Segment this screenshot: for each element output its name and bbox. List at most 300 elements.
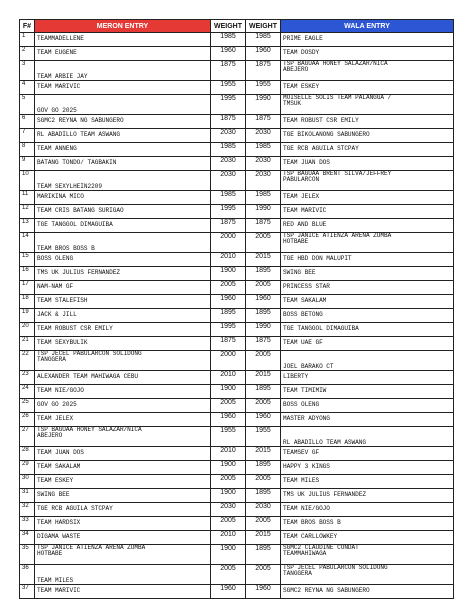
meron-entry-line: SWING BEE (37, 491, 70, 499)
wala-entry-line: TSP BAGUAA BRENT SILVA/JEFFREY (283, 170, 392, 177)
meron-entry (35, 427, 211, 447)
meron-entry (35, 489, 211, 503)
meron-entry-line: TANGGERA (37, 356, 66, 364)
fight-number: 5 (20, 95, 35, 115)
wala-entry-line: RED AND BLUE (283, 221, 327, 229)
table-row (20, 205, 454, 219)
table-row (20, 461, 454, 475)
meron-weight: 2030 (211, 129, 246, 143)
wala-entry (281, 205, 454, 219)
meron-entry-line: TEAM SEXYLHEIN2209 (37, 182, 102, 190)
fight-number: 26 (20, 413, 35, 427)
meron-entry-line: TEAMMADELLENE (37, 35, 84, 43)
wala-weight: 2005 (246, 517, 281, 531)
table-row (20, 295, 454, 309)
table-row (20, 585, 454, 599)
fight-number: 34 (20, 531, 35, 545)
meron-weight: 1875 (211, 337, 246, 351)
wala-entry-line: TEAMSEV GF (283, 449, 320, 457)
meron-entry (35, 585, 211, 599)
wala-weight: 1985 (246, 191, 281, 205)
meron-weight: 2005 (211, 281, 246, 295)
wala-entry-line: JOEL BARAKO CT (283, 362, 334, 370)
table-row (20, 517, 454, 531)
meron-entry (35, 337, 211, 351)
wala-weight: 1985 (246, 33, 281, 47)
wala-entry-line: TEAM UAE GF (283, 339, 323, 347)
fight-number: 1 (20, 33, 35, 47)
wala-entry (281, 517, 454, 531)
wala-entry-line: TEAM TIMIMIW (283, 387, 327, 395)
wala-entry-line: HOTBABE (283, 238, 309, 246)
meron-weight: 2000 (211, 233, 246, 253)
table-row (20, 157, 454, 171)
wala-weight: 1990 (246, 95, 281, 115)
meron-weight: 2005 (211, 517, 246, 531)
meron-entry-line: SGMC2 REYNA NG SABUNGERO (37, 117, 124, 125)
wala-entry-line: TEAM JELEX (283, 193, 320, 201)
meron-entry-line: TEAM HARDSIX (37, 519, 81, 527)
meron-entry-line: TSP JANICE ATIENZA ARENA ZUMBA (37, 544, 146, 551)
wala-entry (281, 233, 454, 253)
meron-entry-line: NAM-NAM GF (37, 283, 74, 291)
fight-number: 29 (20, 461, 35, 475)
wala-entry (281, 61, 454, 81)
meron-entry (35, 157, 211, 171)
header-meron-entry: MERON ENTRY (35, 20, 211, 33)
wala-entry-line: TSP JANICE ATIENZA ARENA ZUMBA (283, 232, 392, 239)
wala-weight: 2015 (246, 253, 281, 267)
wala-weight: 1895 (246, 309, 281, 323)
meron-weight: 2030 (211, 157, 246, 171)
fight-number: 23 (20, 371, 35, 385)
fight-number: 31 (20, 489, 35, 503)
wala-entry (281, 475, 454, 489)
wala-weight: 1955 (246, 427, 281, 447)
table-row (20, 475, 454, 489)
meron-entry (35, 61, 211, 81)
wala-entry-line: TEAM JUAN DOS (283, 159, 330, 167)
wala-weight: 2015 (246, 447, 281, 461)
wala-entry-line: TANGGERA (283, 570, 312, 578)
header-row (20, 20, 454, 33)
table-row (20, 489, 454, 503)
fight-number: 8 (20, 143, 35, 157)
wala-entry-line: PRIME EAGLE (283, 35, 323, 43)
wala-entry (281, 171, 454, 191)
wala-entry-line: HAPPY 3 KINGS (283, 463, 330, 471)
fight-number: 37 (20, 585, 35, 599)
wala-weight: 1960 (246, 47, 281, 61)
meron-entry (35, 191, 211, 205)
fight-table (19, 19, 454, 599)
wala-entry (281, 191, 454, 205)
wala-weight: 1875 (246, 61, 281, 81)
meron-entry (35, 233, 211, 253)
wala-entry (281, 267, 454, 281)
meron-entry (35, 129, 211, 143)
meron-entry (35, 461, 211, 475)
fight-number: 21 (20, 337, 35, 351)
wala-entry-line: TEAM CARLLOWKEY (283, 533, 338, 541)
fight-number: 12 (20, 205, 35, 219)
wala-entry (281, 545, 454, 565)
wala-weight: 2030 (246, 157, 281, 171)
wala-entry-line: SGMC2 CLAUDINE CONDAT (283, 544, 359, 551)
table-row (20, 385, 454, 399)
table-row (20, 565, 454, 585)
wala-entry-line: TEAMMAHIWAGA (283, 550, 327, 558)
meron-weight: 2005 (211, 475, 246, 489)
meron-weight: 2010 (211, 531, 246, 545)
wala-entry (281, 157, 454, 171)
meron-entry (35, 309, 211, 323)
wala-entry-line: TGE HBD DON MALUPIT (283, 255, 352, 263)
fight-number: 32 (20, 503, 35, 517)
wala-entry (281, 309, 454, 323)
meron-entry (35, 295, 211, 309)
meron-weight: 1900 (211, 267, 246, 281)
meron-entry (35, 205, 211, 219)
wala-entry (281, 385, 454, 399)
table-row (20, 371, 454, 385)
wala-weight: 1985 (246, 143, 281, 157)
fight-number: 15 (20, 253, 35, 267)
meron-weight: 1900 (211, 545, 246, 565)
wala-entry-line: MASTER ADYONG (283, 415, 330, 423)
meron-weight: 1875 (211, 219, 246, 233)
wala-weight: 1895 (246, 461, 281, 475)
meron-weight: 2010 (211, 447, 246, 461)
meron-weight: 1985 (211, 143, 246, 157)
meron-entry-line: TEAM ARBIE JAY (37, 72, 88, 80)
table-row (20, 143, 454, 157)
wala-entry (281, 295, 454, 309)
fight-number: 28 (20, 447, 35, 461)
meron-entry (35, 267, 211, 281)
meron-entry (35, 95, 211, 115)
wala-weight: 2015 (246, 371, 281, 385)
meron-entry (35, 475, 211, 489)
meron-entry-line: HOTBABE (37, 550, 63, 558)
meron-entry (35, 531, 211, 545)
table-row (20, 129, 454, 143)
meron-entry-line: TEAM CRIS BATANG SURIGAO (37, 207, 124, 215)
meron-entry (35, 565, 211, 585)
meron-entry-line: ALEXANDER TEAM MAHIWAGA CEBU (37, 373, 138, 381)
meron-weight: 1960 (211, 413, 246, 427)
wala-entry-line: TEAM BROS BOSS B (283, 519, 341, 527)
meron-entry-line: JACK & JILL (37, 311, 77, 319)
wala-weight: 2030 (246, 129, 281, 143)
meron-entry-line: TGE TANGGOL DIMAGUIBA (37, 221, 113, 229)
meron-weight: 2005 (211, 399, 246, 413)
meron-entry-line: TEAM EUGENE (37, 49, 77, 57)
wala-entry-line: TEAM MILES (283, 477, 320, 485)
table-row (20, 323, 454, 337)
wala-weight: 2005 (246, 399, 281, 413)
table-row (20, 233, 454, 253)
meron-weight: 2000 (211, 351, 246, 371)
meron-entry (35, 115, 211, 129)
meron-weight: 1900 (211, 385, 246, 399)
meron-weight: 1985 (211, 33, 246, 47)
meron-entry-line: TEAM SEXYBULIK (37, 339, 88, 347)
fight-number: 22 (20, 351, 35, 371)
wala-weight: 2015 (246, 531, 281, 545)
meron-weight: 2030 (211, 503, 246, 517)
wala-entry-line: TEAM NIE/GOJO (283, 505, 330, 513)
fight-number: 3 (20, 61, 35, 81)
meron-weight: 1955 (211, 427, 246, 447)
wala-entry (281, 33, 454, 47)
wala-entry (281, 427, 454, 447)
wala-entry-line: TSP BAGUAA HONEY SALAZAR/NICA (283, 60, 388, 67)
wala-weight: 2030 (246, 171, 281, 191)
wala-weight: 1875 (246, 219, 281, 233)
fight-number: 27 (20, 427, 35, 447)
wala-weight: 1960 (246, 295, 281, 309)
wala-entry-line: ABEJERO (283, 66, 309, 74)
wala-entry (281, 143, 454, 157)
meron-entry-line: BOSS OLENG (37, 255, 74, 263)
wala-entry (281, 337, 454, 351)
fight-number: 33 (20, 517, 35, 531)
header-meron-weight: WEIGHT (211, 20, 246, 33)
fight-number: 10 (20, 171, 35, 191)
meron-weight: 1995 (211, 323, 246, 337)
meron-entry (35, 323, 211, 337)
meron-entry (35, 447, 211, 461)
meron-entry-line: TGE RCB AGUILA STCPAY (37, 505, 113, 513)
meron-weight: 2010 (211, 371, 246, 385)
meron-entry (35, 413, 211, 427)
wala-entry (281, 281, 454, 295)
meron-weight: 2010 (211, 253, 246, 267)
fight-number: 36 (20, 565, 35, 585)
wala-entry-line: RL ABADILLO TEAM ASWANG (283, 438, 366, 446)
wala-entry (281, 399, 454, 413)
header-wala-entry: WALA ENTRY (281, 20, 454, 33)
meron-entry (35, 371, 211, 385)
wala-entry (281, 115, 454, 129)
meron-entry-line: TEAM MARIVIC (37, 83, 81, 91)
table-row (20, 47, 454, 61)
meron-entry (35, 385, 211, 399)
wala-entry-line: SGMC2 REYNA NG SABUNGERO (283, 587, 370, 595)
table-row (20, 447, 454, 461)
table-row (20, 545, 454, 565)
fight-number: 16 (20, 267, 35, 281)
wala-weight: 1960 (246, 585, 281, 599)
meron-weight: 1960 (211, 47, 246, 61)
meron-weight: 1895 (211, 309, 246, 323)
table-row (20, 503, 454, 517)
wala-weight: 2005 (246, 565, 281, 585)
wala-entry (281, 81, 454, 95)
wala-weight: 1960 (246, 413, 281, 427)
fight-number: 25 (20, 399, 35, 413)
table-row (20, 267, 454, 281)
wala-entry-line: TSP JECEL PABULARCON SOLIDONG (283, 564, 388, 571)
wala-entry (281, 371, 454, 385)
wala-weight: 2005 (246, 233, 281, 253)
fight-number: 18 (20, 295, 35, 309)
wala-entry-line: TGE TANGGOL DIMAGUIBA (283, 325, 359, 333)
fight-list-sheet (19, 19, 453, 599)
wala-entry-line: BOSS OLENG (283, 401, 320, 409)
meron-entry-line: TSP JECEL PABULARCON SOLIDONG (37, 350, 142, 357)
wala-weight: 1875 (246, 115, 281, 129)
fight-rows (20, 33, 454, 599)
wala-weight: 2005 (246, 281, 281, 295)
table-row (20, 171, 454, 191)
meron-entry-line: ABEJERO (37, 432, 63, 440)
fight-number: 24 (20, 385, 35, 399)
wala-entry-line: LIBERTY (283, 373, 309, 381)
wala-entry-line: TEAM ESKEY (283, 83, 320, 91)
wala-entry-line: TEAM MARIVIC (283, 207, 327, 215)
meron-entry-line: MARIKINA MICO (37, 193, 84, 201)
fight-number: 13 (20, 219, 35, 233)
table-row (20, 413, 454, 427)
wala-entry (281, 253, 454, 267)
table-row (20, 531, 454, 545)
meron-weight: 1875 (211, 115, 246, 129)
header-wala-weight: WEIGHT (246, 20, 281, 33)
meron-entry-line: TEAM JELEX (37, 415, 74, 423)
meron-weight: 1960 (211, 585, 246, 599)
wala-entry (281, 489, 454, 503)
meron-entry (35, 47, 211, 61)
meron-entry-line: GOV GO 2025 (37, 106, 77, 114)
table-row (20, 309, 454, 323)
fight-number: 35 (20, 545, 35, 565)
meron-entry-line: TEAM MILES (37, 576, 74, 584)
fight-number: 19 (20, 309, 35, 323)
wala-entry-line: TEAM SAKALAM (283, 297, 327, 305)
wala-weight: 1895 (246, 489, 281, 503)
wala-weight: 1990 (246, 323, 281, 337)
wala-entry (281, 129, 454, 143)
meron-entry (35, 545, 211, 565)
meron-entry-line: TEAM ROBUST CSR EMILY (37, 325, 113, 333)
meron-weight: 1955 (211, 81, 246, 95)
meron-entry-line: TEAM ANNENG (37, 145, 77, 153)
fight-number: 9 (20, 157, 35, 171)
meron-entry (35, 219, 211, 233)
wala-entry-line: PRINCESS STAR (283, 283, 330, 291)
wala-entry (281, 503, 454, 517)
wala-entry (281, 47, 454, 61)
meron-entry-line: RL ABADILLO TEAM ASWANG (37, 131, 120, 139)
wala-weight: 1895 (246, 267, 281, 281)
wala-entry-line: TMS UK JULIUS FERNANDEZ (283, 491, 366, 499)
meron-entry (35, 351, 211, 371)
meron-entry (35, 33, 211, 47)
wala-entry (281, 95, 454, 115)
table-row (20, 115, 454, 129)
meron-weight: 1995 (211, 95, 246, 115)
meron-weight: 1995 (211, 205, 246, 219)
meron-weight: 1900 (211, 461, 246, 475)
meron-entry (35, 143, 211, 157)
wala-entry (281, 585, 454, 599)
table-row (20, 81, 454, 95)
fight-number: 30 (20, 475, 35, 489)
fight-number: 2 (20, 47, 35, 61)
wala-weight: 2005 (246, 351, 281, 371)
wala-weight: 1895 (246, 385, 281, 399)
wala-entry (281, 565, 454, 585)
wala-weight: 2030 (246, 503, 281, 517)
meron-weight: 2030 (211, 171, 246, 191)
wala-entry (281, 351, 454, 371)
meron-entry-line: TEAM MARIVIC (37, 587, 81, 595)
wala-entry (281, 461, 454, 475)
meron-entry-line: TEAM NIE/GOJO (37, 387, 84, 395)
wala-entry-line: TEAM DOSDY (283, 49, 320, 57)
wala-weight: 2005 (246, 475, 281, 489)
meron-entry-line: TEAM SAKALAM (37, 463, 81, 471)
fight-number: 11 (20, 191, 35, 205)
table-row (20, 61, 454, 81)
wala-entry-line: TEAM ROBUST CSR EMILY (283, 117, 359, 125)
meron-weight: 1875 (211, 61, 246, 81)
meron-entry-line: BATANG TONDO/ TAGBAKIN (37, 159, 117, 167)
table-row (20, 33, 454, 47)
wala-entry (281, 531, 454, 545)
wala-entry (281, 219, 454, 233)
wala-entry-line: BOSS BETONG (283, 311, 323, 319)
wala-entry-line: TMSUK (283, 100, 302, 108)
meron-entry-line: DIGAMA WASTE (37, 533, 81, 541)
table-row (20, 281, 454, 295)
wala-weight: 1990 (246, 205, 281, 219)
meron-entry (35, 517, 211, 531)
meron-entry-line: TEAM BROS BOSS B (37, 244, 95, 252)
wala-entry (281, 323, 454, 337)
meron-weight: 1900 (211, 489, 246, 503)
fight-number: 7 (20, 129, 35, 143)
table-row (20, 337, 454, 351)
wala-entry-line: TGE RCB AGUILA STCPAY (283, 145, 359, 153)
fight-number: 6 (20, 115, 35, 129)
meron-entry-line: TMS UK JULIUS FERNANDEZ (37, 269, 120, 277)
meron-entry-line: TSP BAGUAA HONEY SALAZAR/NICA (37, 426, 142, 433)
meron-entry-line: GOV GO 2025 (37, 401, 77, 409)
meron-entry (35, 399, 211, 413)
meron-entry-line: TEAM STALEFISH (37, 297, 88, 305)
wala-entry-line: MOISELLE SOLIS TEAM PALANGGA / (283, 94, 392, 101)
wala-entry (281, 413, 454, 427)
meron-entry-line: TEAM ESKEY (37, 477, 74, 485)
fight-number: 4 (20, 81, 35, 95)
meron-weight: 1985 (211, 191, 246, 205)
table-row (20, 219, 454, 233)
table-row (20, 253, 454, 267)
meron-entry-line: TEAM JUAN DOS (37, 449, 84, 457)
wala-entry-line: PABULARCON (283, 176, 320, 184)
wala-weight: 1895 (246, 545, 281, 565)
wala-weight: 1875 (246, 337, 281, 351)
meron-entry (35, 503, 211, 517)
meron-entry (35, 171, 211, 191)
fight-number: 20 (20, 323, 35, 337)
fight-number: 17 (20, 281, 35, 295)
wala-entry-line: TGE BIKOLANONG SABUNGERO (283, 131, 370, 139)
table-row (20, 95, 454, 115)
